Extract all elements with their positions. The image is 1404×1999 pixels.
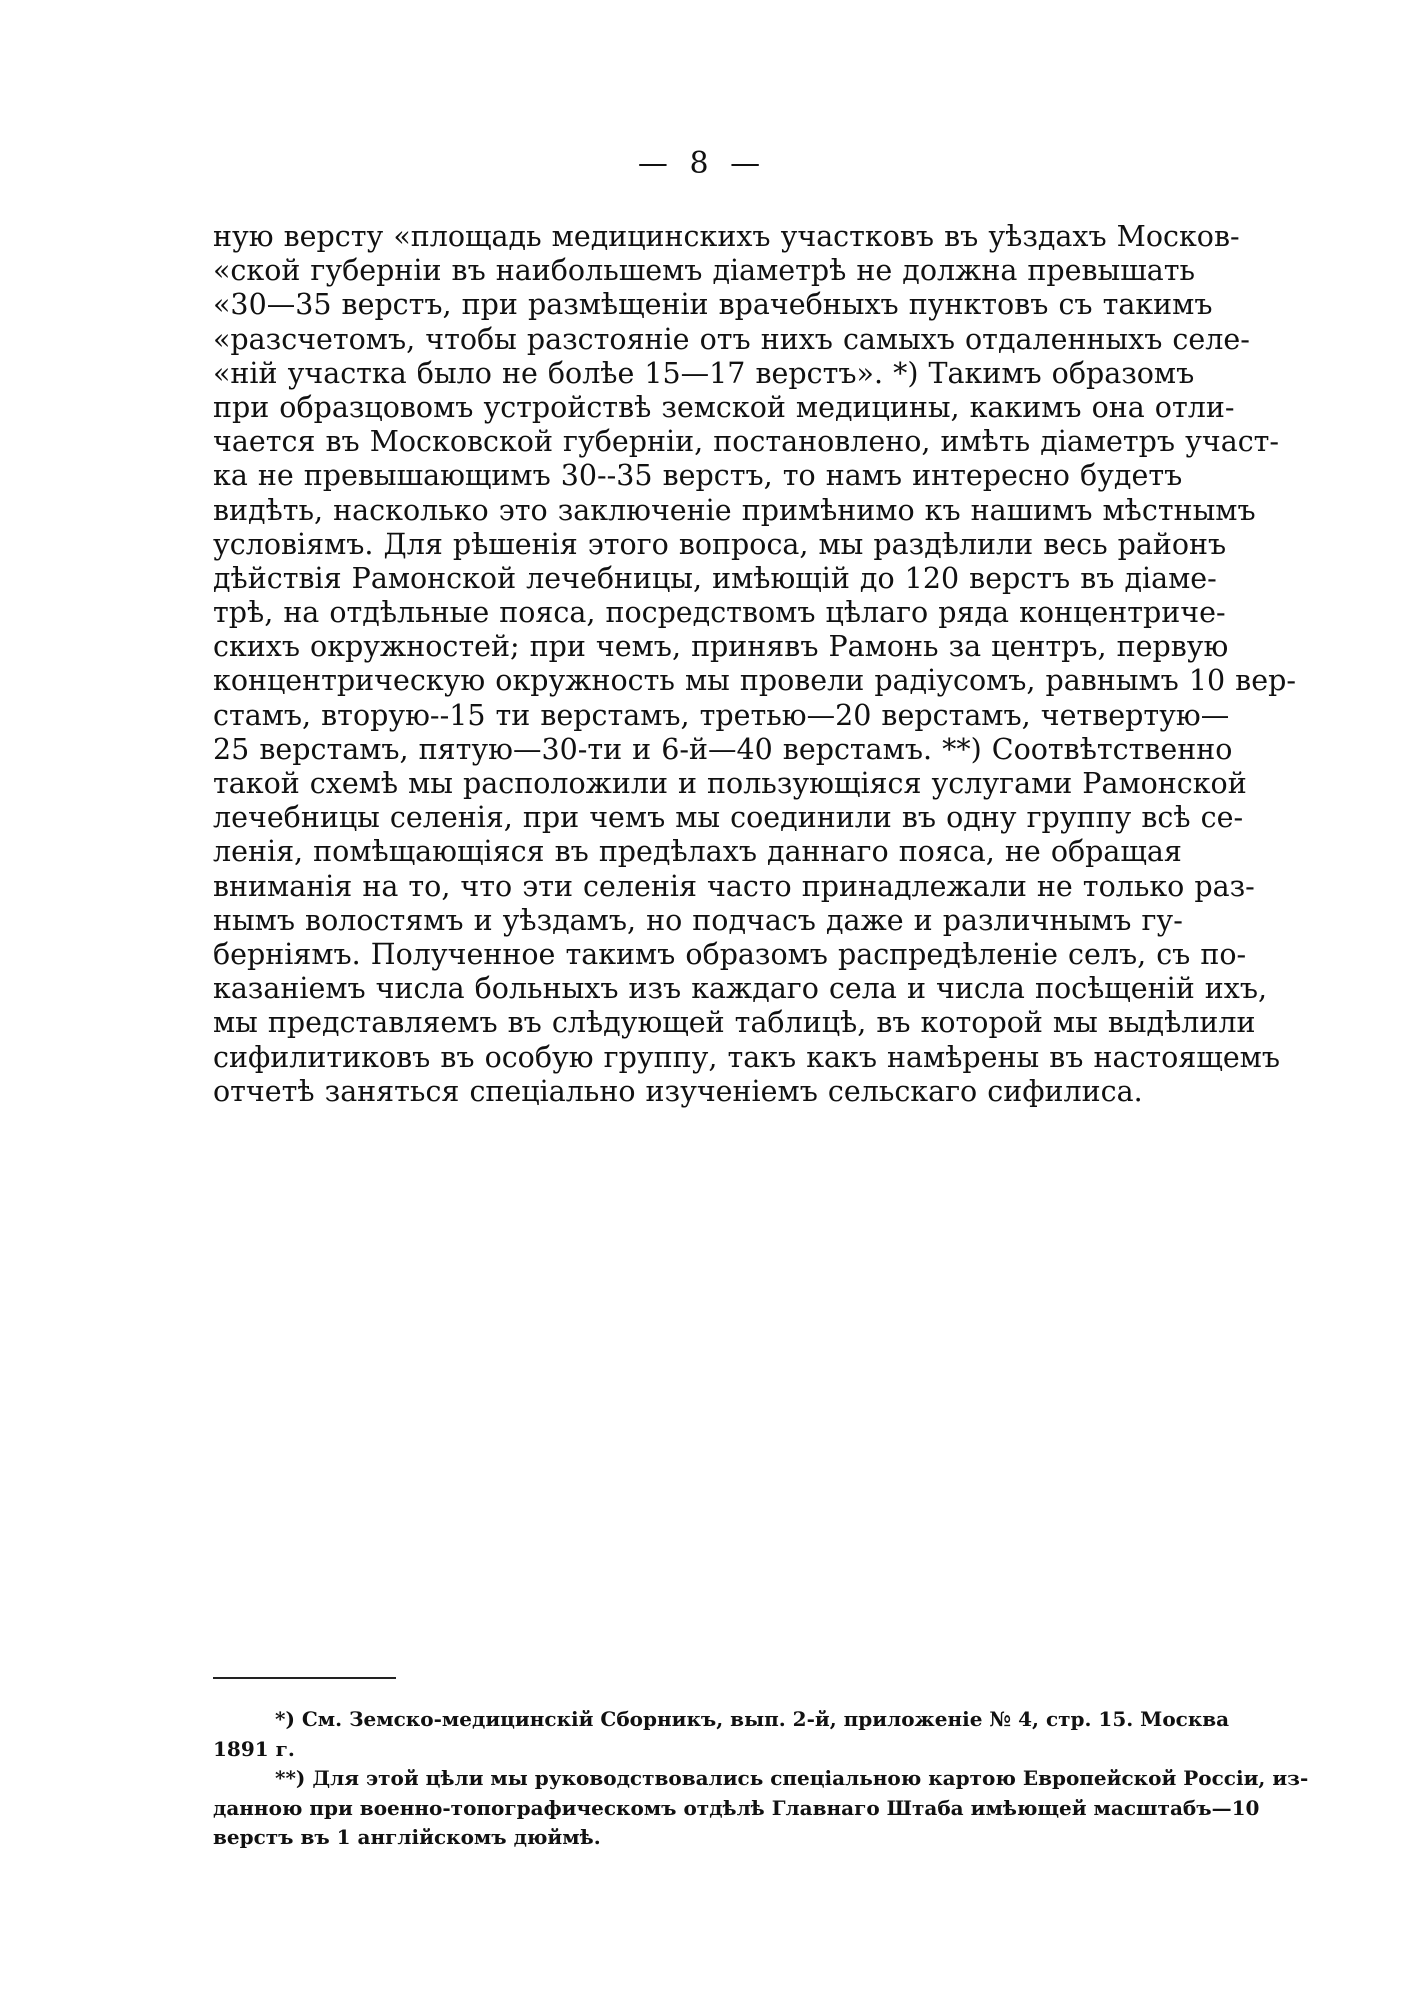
- body-line: ка не превышающимъ 30--35 верстъ, то намъ интересно будетъ: [213, 459, 1183, 493]
- footnote-line: 1891 г.: [213, 1736, 295, 1761]
- body-line: трѣ, на отдѣльные пояса, посредствомъ цѣлаго ряда концентриче-: [213, 596, 1226, 630]
- body-line: лечебницы селенія, при чемъ мы соединили въ одну группу всѣ се-: [213, 801, 1244, 835]
- footnotes: [213, 1705, 1309, 1853]
- body-line: стамъ, вторую--15 ти верстамъ, третью—20 верстамъ, четвертую—: [213, 698, 1230, 732]
- body-line: казаніемъ числа больныхъ изъ каждаго села и числа посѣщеній ихъ,: [213, 972, 1268, 1006]
- body-line: «ній участка было не болѣе 15—17 верстъ». *) Такимъ образомъ: [213, 356, 1195, 390]
- body-text: [213, 220, 1296, 1109]
- footnote-line: *) См. Земско-медицинскій Сборникъ, вып. 2-й, приложеніе № 4, стр. 15. Москва: [275, 1707, 1230, 1731]
- body-line: отчетѣ заняться спеціально изученіемъ сельскаго сифилиса.: [213, 1074, 1143, 1108]
- body-line: концентрическую окружность мы провели радіусомъ, равнымъ 10 вер-: [213, 664, 1296, 698]
- body-line: скихъ окружностей; при чемъ, принявъ Рамонь за центръ, первую: [213, 630, 1229, 664]
- footnote-rule: [213, 1677, 396, 1679]
- footnote-line: **) Для этой цѣли мы руководствовались спеціальною картою Европейской Россіи, из-: [275, 1766, 1309, 1790]
- body-line: условіямъ. Для рѣшенія этого вопроса, мы раздѣлили весь районъ: [213, 527, 1227, 561]
- body-line: сифилитиковъ въ особую группу, такъ какъ намѣрены въ настоящемъ: [213, 1040, 1280, 1074]
- body-line: ную версту «площадь медицинскихъ участковъ въ уѣздахъ Москов-: [213, 220, 1240, 253]
- page-number: — 8 —: [637, 146, 767, 181]
- body-line: дѣйствія Рамонской лечебницы, имѣющій до 120 верстъ въ діаме-: [213, 561, 1217, 595]
- body-line: 25 верстамъ, пятую—30-ти и 6-й—40 верстамъ. **) Соотвѣтственно: [213, 732, 1233, 766]
- body-line: «ской губерніи въ наибольшемъ діаметрѣ не должна превышать: [213, 254, 1195, 288]
- footnote-line: данною при военно-топографическомъ отдѣлѣ Главнаго Штаба имѣющей масштабъ—10: [213, 1795, 1260, 1820]
- body-line: берніямъ. Полученное такимъ образомъ распредѣленіе селъ, съ по-: [213, 937, 1247, 971]
- body-line: вниманія на то, что эти селенія часто принадлежали не только раз-: [213, 869, 1255, 903]
- body-line: «30—35 верстъ, при размѣщеніи врачебныхъ пунктовъ съ такимъ: [213, 288, 1213, 322]
- body-line: «разсчетомъ, чтобы разстояніе отъ нихъ самыхъ отдаленныхъ селе-: [213, 322, 1250, 356]
- body-line: мы представляемъ въ слѣдующей таблицѣ, въ которой мы выдѣлили: [213, 1006, 1256, 1040]
- body-line: нымъ волостямъ и уѣздамъ, но подчасъ даже и различнымъ гу-: [213, 903, 1183, 937]
- body-line: чается въ Московской губерніи, постановлено, имѣть діаметръ участ-: [213, 425, 1280, 459]
- body-line: такой схемѣ мы расположили и пользующіяся услугами Рамонской: [213, 767, 1247, 800]
- footnote-line: верстъ въ 1 англійскомъ дюймѣ.: [213, 1825, 601, 1849]
- body-line: при образцовомъ устройствѣ земской медицины, какимъ она отли-: [213, 390, 1235, 424]
- body-line: ленія, помѣщающіяся въ предѣлахъ даннаго пояса, не обращая: [213, 835, 1182, 869]
- body-line: видѣть, насколько это заключеніе примѣнимо къ нашимъ мѣстнымъ: [213, 493, 1256, 527]
